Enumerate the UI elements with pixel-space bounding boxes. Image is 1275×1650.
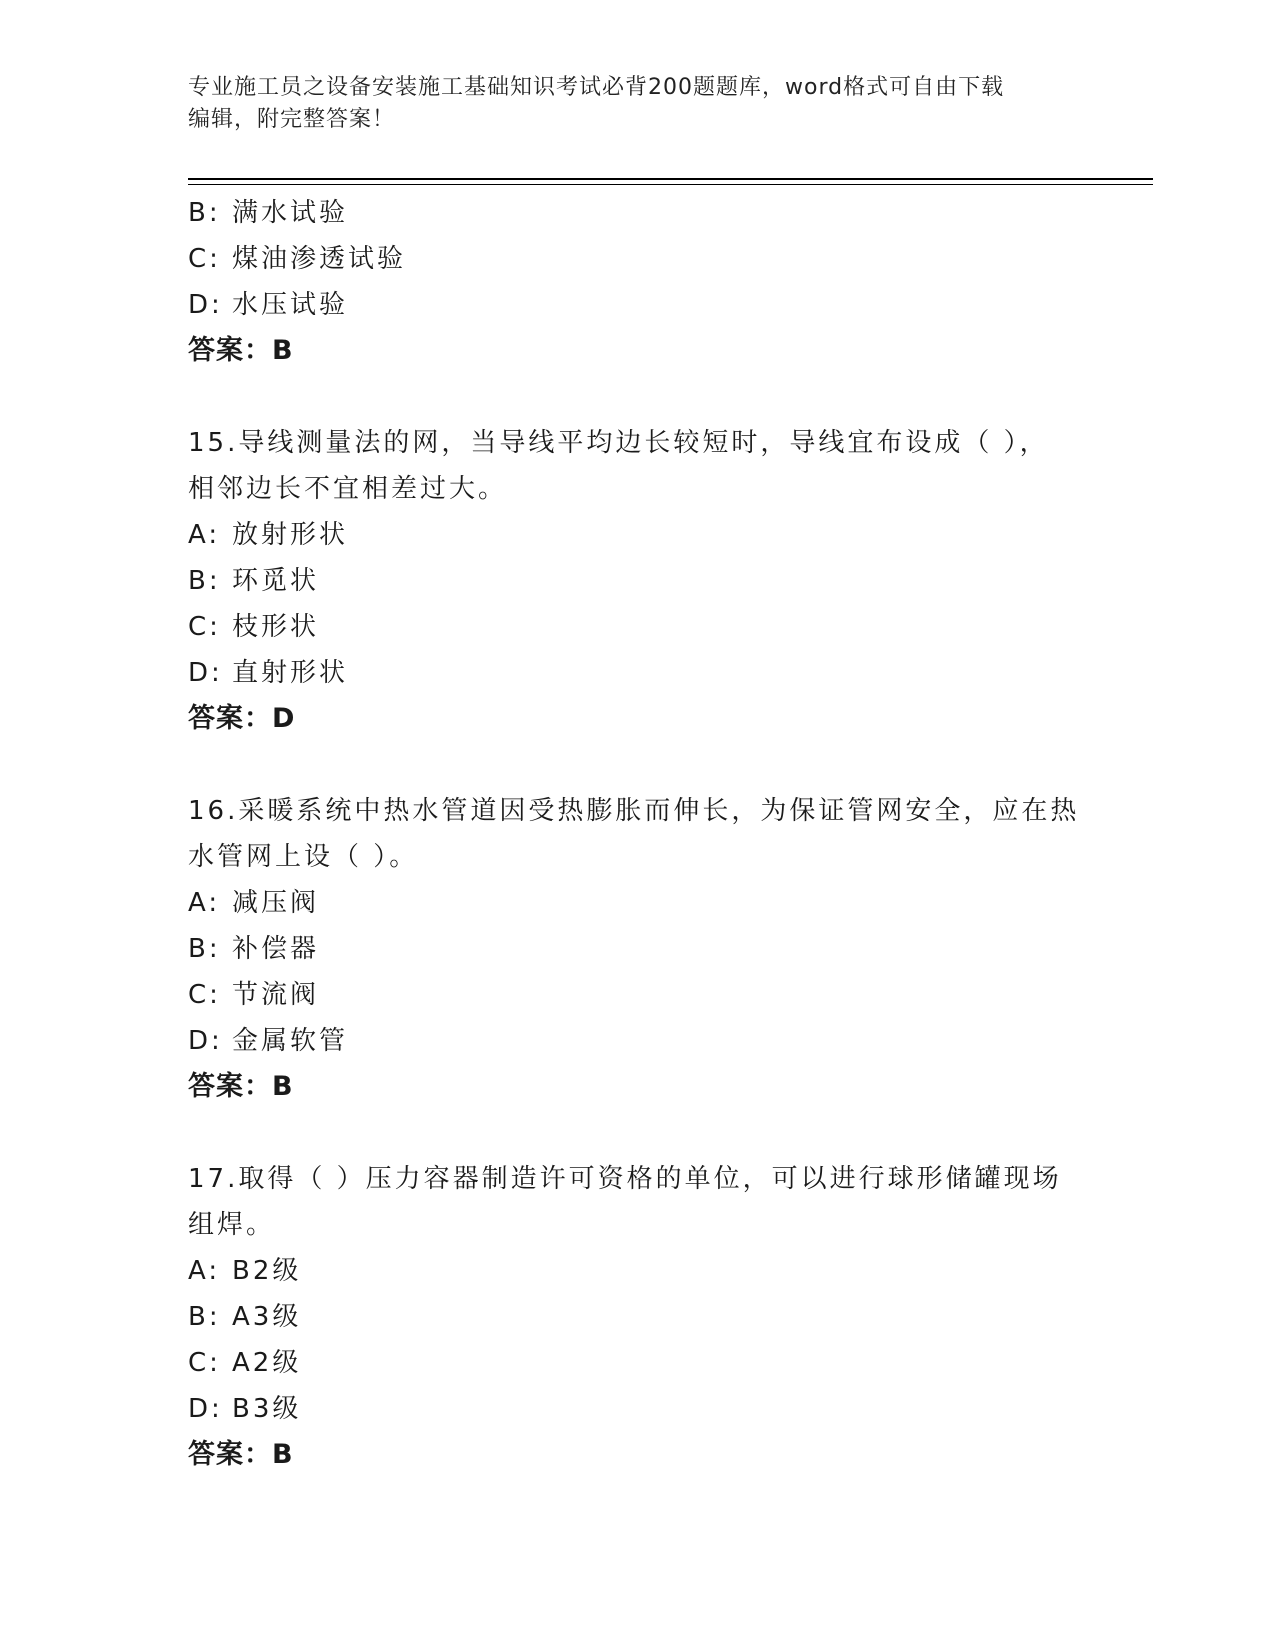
question-stem-line-1: 16.采暖系统中热水管道因受热膨胀而伸长，为保证管网安全，应在热 (188, 796, 1080, 826)
continued-question (188, 190, 1088, 374)
option-d: D: B3级 (188, 1394, 302, 1424)
question-stem-line-2: 组焊。 (188, 1210, 276, 1240)
answer-line: 答案：B (188, 335, 294, 366)
option-b: B: 补偿器 (188, 934, 320, 964)
option-a: A: B2级 (188, 1256, 302, 1286)
spacer (188, 374, 1088, 420)
question-stem-line-1: 17.取得（ ）压力容器制造许可资格的单位，可以进行球形储罐现场 (188, 1164, 1062, 1194)
header-title-line-2: 编辑，附完整答案！ (188, 107, 396, 132)
option-a: A: 减压阀 (188, 888, 320, 918)
header-divider-thin (188, 184, 1153, 185)
answer-line: 答案：B (188, 1071, 294, 1102)
question-15 (188, 420, 1088, 742)
option-b: B: A3级 (188, 1302, 302, 1332)
option-d: D: 水压试验 (188, 290, 349, 320)
spacer (188, 742, 1088, 788)
document-header (188, 72, 1088, 136)
question-stem-line-2: 水管网上设（ ）。 (188, 842, 419, 872)
option-c: C: 节流阀 (188, 980, 320, 1010)
answer-line: 答案：B (188, 1439, 294, 1470)
option-c: C: A2级 (188, 1348, 302, 1378)
question-stem-line-2: 相邻边长不宜相差过大。 (188, 474, 508, 504)
option-d: D: 金属软管 (188, 1026, 349, 1056)
answer-line: 答案：D (188, 703, 296, 734)
option-b: B: 满水试验 (188, 198, 349, 228)
option-c: C: 煤油渗透试验 (188, 244, 407, 274)
header-title-line-1: 专业施工员之设备安装施工基础知识考试必背200题题库，word格式可自由下载 (188, 75, 1005, 100)
option-c: C: 枝形状 (188, 612, 320, 642)
question-17 (188, 1156, 1088, 1478)
spacer (188, 1110, 1088, 1156)
option-b: B: 环觅状 (188, 566, 320, 596)
option-a: A: 放射形状 (188, 520, 349, 550)
question-16 (188, 788, 1088, 1110)
question-content (188, 190, 1088, 1478)
header-divider-thick (188, 178, 1153, 180)
question-stem-line-1: 15.导线测量法的网，当导线平均边长较短时，导线宜布设成（ ）， (188, 428, 1049, 458)
option-d: D: 直射形状 (188, 658, 349, 688)
